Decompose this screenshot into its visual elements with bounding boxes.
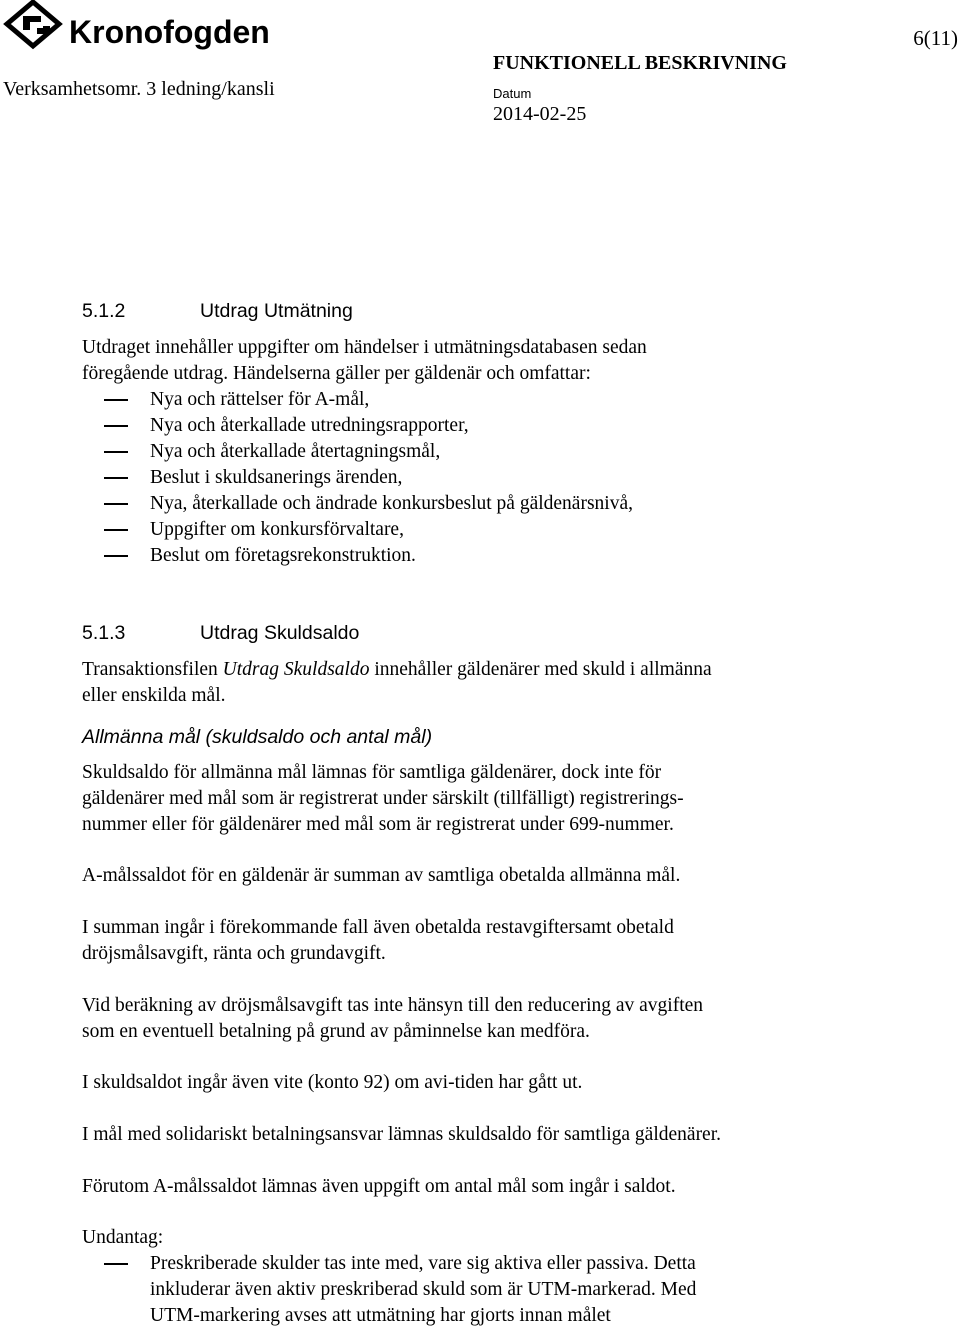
section-number: 5.1.3 [82, 622, 126, 644]
document-title: FUNKTIONELL BESKRIVNING [493, 52, 787, 74]
logo-wordmark: Kronofogden [69, 14, 270, 50]
kronofogden-logo [3, 0, 270, 50]
dash-bullet-icon [104, 399, 128, 401]
dash-bullet-icon [104, 555, 128, 557]
list-item: Nya, återkallade och ändrade konkursbeslut på gäldenärsnivå, [82, 491, 842, 517]
intro-line-2: föregående utdrag. Händelserna gäller per gäldenär och omfattar: [82, 363, 591, 384]
section-title: Utdrag Utmätning [200, 300, 353, 322]
date-label: Datum [493, 86, 532, 101]
paragraph-3: I summan ingår i förekommande fall även obetalda restavgiftersamt obetald dröjsmålsavgift, ränta och grundavgift. [82, 917, 674, 964]
section-heading-512 [82, 300, 353, 323]
section-513-intro [82, 657, 842, 709]
intro-line-2: eller enskilda mål. [82, 685, 226, 706]
exception-label: Undantag: [82, 1227, 164, 1248]
file-name: Utdrag Skuldsaldo [222, 659, 370, 680]
document-date: 2014-02-25 [493, 103, 587, 125]
list-item: Nya och återkallade återtagningsmål, [82, 439, 842, 465]
exception-list [82, 1251, 842, 1329]
paragraph-2: A-målssaldot för en gäldenär är summan av samtliga obetalda allmänna mål. [82, 865, 681, 886]
paragraph-4: Vid beräkning av dröjsmålsavgift tas inte hänsyn till den reducering av avgiften som en eventuell betalning på grund av påminnelse kan medföra. [82, 995, 704, 1042]
list-item: Beslut om företagsrekonstruktion. [82, 543, 842, 569]
paragraph-1: Skuldsaldo för allmänna mål lämnas för samtliga gäldenärer, dock inte för gäldenärer med mål som är registrerat under särskilt (tillfälligt) registrerings- nummer eller för gäldenärer med mål som är registrerat under 699-nummer. [82, 762, 684, 835]
page-number: 6(11) [913, 26, 958, 50]
dash-bullet-icon [104, 503, 128, 505]
logo-diamond-icon [7, 2, 59, 46]
dash-bullet-icon [104, 451, 128, 453]
dash-bullet-icon [104, 477, 128, 479]
dash-bullet-icon [104, 529, 128, 531]
paragraph-7: Förutom A-målssaldot lämnas även uppgift om antal mål som ingår i saldot. [82, 1176, 676, 1197]
section-512-body [82, 335, 842, 569]
event-list [82, 387, 842, 569]
intro-line-1: Utdraget innehåller uppgifter om händelser i utmätningsdatabasen sedan [82, 337, 647, 358]
section-number: 5.1.2 [82, 300, 126, 322]
list-item: Uppgifter om konkursförvaltare, [82, 517, 842, 543]
list-item: Nya och återkallade utredningsrapporter, [82, 413, 842, 439]
list-item: Nya och rättelser för A-mål, [82, 387, 842, 413]
section-heading-513 [82, 622, 359, 645]
section-title: Utdrag Skuldsaldo [200, 622, 360, 644]
paragraph-6: I mål med solidariskt betalningsansvar lämnas skuldsaldo för samtliga gäldenärer. [82, 1124, 722, 1145]
department: Verksamhetsomr. 3 ledning/kansli [3, 78, 275, 100]
list-item: Preskriberade skulder tas inte med, vare sig aktiva eller passiva. Detta inkluderar även aktiv preskriberad skuld som är UTM-markerad. Med UTM-markering avses att utmätning har gjorts innan målet [82, 1251, 842, 1329]
list-item: Beslut i skuldsanerings ärenden, [82, 465, 842, 491]
dash-bullet-icon [104, 425, 128, 427]
intro-line-1: Transaktionsfilen Utdrag Skuldsaldo innehåller gäldenärer med skuld i allmänna [82, 659, 712, 680]
subheading: Allmänna mål (skuldsaldo och antal mål) [82, 726, 433, 748]
paragraph-5: I skuldsaldot ingår även vite (konto 92) om avi-tiden har gått ut. [82, 1072, 583, 1093]
dash-bullet-icon [104, 1263, 128, 1265]
exception-block [82, 1225, 842, 1329]
